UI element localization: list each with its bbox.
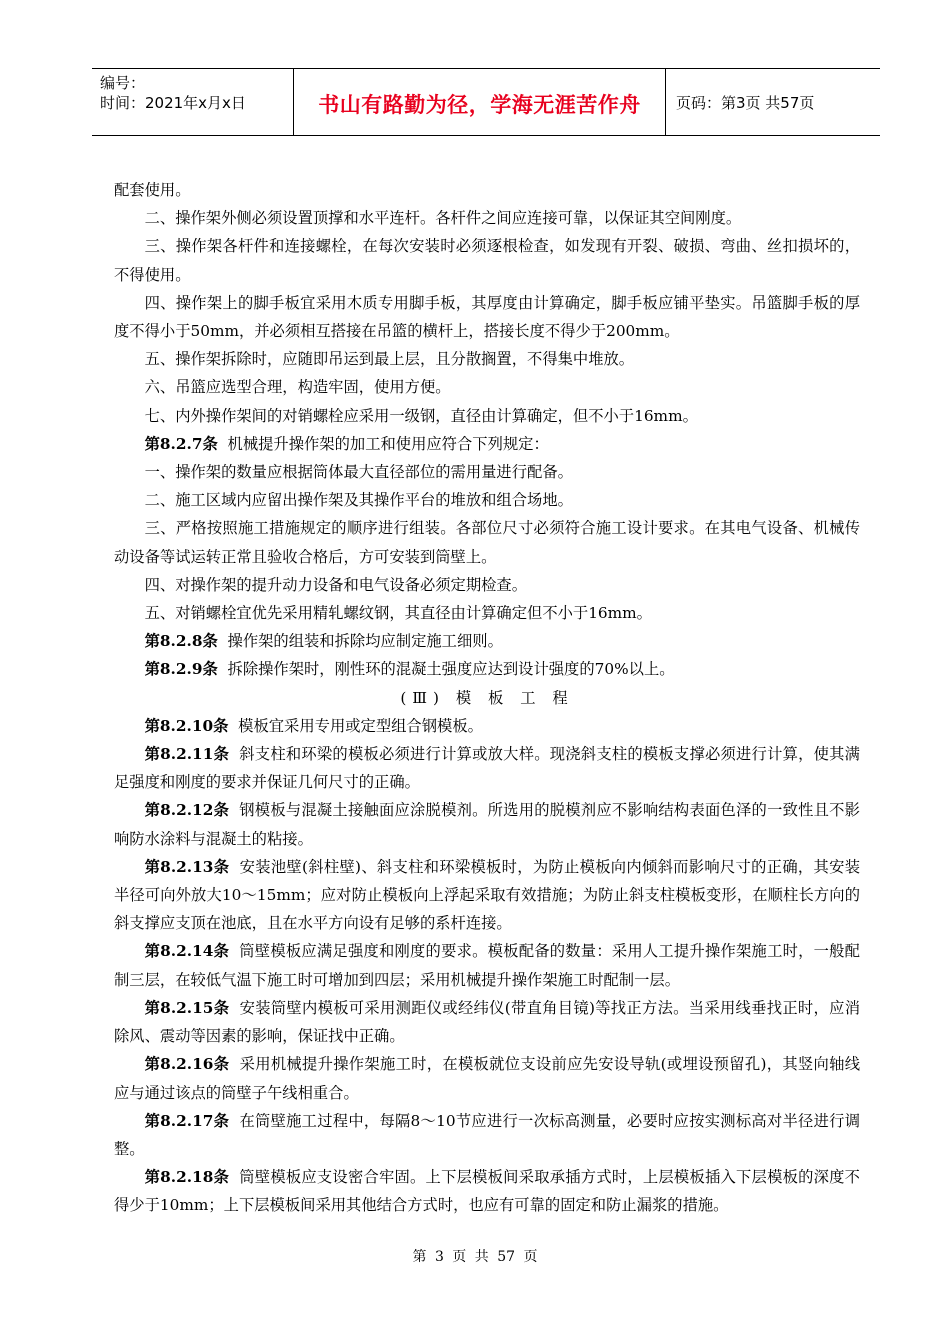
paragraph-text: 二、施工区域内应留出操作架及其操作平台的堆放和组合场地。: [144, 491, 573, 510]
motto-text: 书山有路勤为径，学海无涯苦作舟: [318, 93, 641, 117]
article-number: 第8.2.8条: [144, 632, 218, 651]
paragraph-text: 筒壁模板应满足强度和刚度的要求。模板配备的数量：采用人工提升操作架施工时，一般配制三层，在较低气温下施工时可增加到四层；采用机械提升操作架施工时配制一层。: [114, 942, 860, 989]
article-paragraph: [114, 796, 860, 852]
paragraph-text: 二、操作架外侧必须设置顶撑和水平连杆。各杆件之间应连接可靠，以保证其空间刚度。: [144, 209, 742, 228]
page-info: 页码：第3页 共57页: [676, 93, 815, 112]
paragraph-text: 一、操作架的数量应根据筒体最大直径部位的需用量进行配备。: [144, 463, 573, 482]
paragraph-text: 操作架的组装和拆除均应制定施工细则。: [227, 632, 503, 651]
clause-paragraph: [114, 373, 860, 401]
clause-paragraph: [114, 514, 860, 570]
article-paragraph: [114, 430, 860, 458]
article-paragraph: [114, 712, 860, 740]
header-page-cell: [666, 69, 880, 135]
article-number: 第8.2.17条: [144, 1111, 230, 1130]
paragraph-text: 在筒壁施工过程中，每隔8～10节应进行一次标高测量，必要时应按实测标高对半径进行调整。: [114, 1111, 861, 1158]
number-label: 编号：: [100, 74, 146, 92]
paragraph-text: 三、操作架各杆件和连接螺栓，在每次安装时必须逐根检查，如发现有开裂、破损、弯曲、丝扣损坏的，不得使用。: [114, 237, 860, 284]
article-number: 第8.2.11条: [144, 745, 230, 764]
section-title: (Ⅲ) 模 板 工 程: [400, 688, 574, 707]
article-paragraph: [114, 627, 860, 655]
header-meta-cell: [92, 69, 294, 135]
paragraph-text: 配套使用。: [114, 181, 191, 199]
clause-paragraph: [114, 232, 860, 288]
paragraph-text: 筒壁模板应支设密合牢固。上下层模板间采取承插方式时，上层模板插入下层模板的深度不得少于10mm；上下层模板间采用其他结合方式时，也应有可靠的固定和防止漏浆的措施。: [114, 1168, 860, 1215]
paragraph-text: 六、吊篮应选型合理，构造牢固，使用方便。: [144, 378, 451, 397]
article-number: 第8.2.14条: [144, 942, 230, 961]
clause-paragraph: [114, 345, 860, 373]
article-number: 第8.2.18条: [144, 1168, 230, 1187]
clause-paragraph: [114, 571, 860, 599]
header-motto-cell: [294, 69, 666, 135]
paragraph-text: 四、操作架上的脚手板宜采用木质专用脚手板，其厚度由计算确定，脚手板应铺平垫实。吊篮脚手板的厚度不得小于50mm，并必须相互搭接在吊篮的横杆上，搭接长度不得少于200mm。: [114, 293, 860, 341]
clause-paragraph: [114, 486, 860, 514]
article-paragraph: [114, 994, 860, 1050]
article-paragraph: [114, 740, 860, 796]
clause-paragraph: [114, 204, 860, 232]
article-number: 第8.2.7条: [144, 434, 218, 453]
paragraph-text: 五、操作架拆除时，应随即吊运到最上层，且分散搁置，不得集中堆放。: [144, 350, 635, 369]
paragraph-text: 机械提升操作架的加工和使用应符合下列规定：: [227, 434, 549, 453]
paragraph-text: 拆除操作架时，刚性环的混凝土强度应达到设计强度的70%以上。: [227, 660, 675, 679]
article-number: 第8.2.9条: [144, 660, 218, 679]
clause-paragraph: [114, 176, 860, 204]
paragraph-block-1: [114, 176, 860, 684]
paragraph-text: 钢模板与混凝土接触面应涂脱模剂。所选用的脱模剂应不影响结构表面色泽的一致性且不影响防水涂料与混凝土的粘接。: [114, 801, 860, 848]
clause-paragraph: [114, 402, 860, 430]
article-number: 第8.2.10条: [144, 716, 229, 735]
article-paragraph: [114, 1163, 860, 1219]
clause-paragraph: [114, 458, 860, 486]
paragraph-text: 采用机械提升操作架施工时，在模板就位支设前应先安设导轨(或埋设预留孔)，其竖向轴线应与通过该点的筒壁子午线相重合。: [114, 1055, 860, 1102]
footer-page-number: 第 3 页 共 57 页: [412, 1249, 538, 1265]
article-paragraph: [114, 655, 860, 683]
page-header: [92, 68, 880, 136]
article-number: 第8.2.15条: [144, 998, 230, 1017]
article-paragraph: [114, 1107, 860, 1163]
paragraph-text: 斜支柱和环梁的模板必须进行计算或放大样。现浇斜支柱的模板支撑必须进行计算，使其满足强度和刚度的要求并保证几何尺寸的正确。: [114, 745, 860, 792]
article-number: 第8.2.12条: [144, 801, 230, 820]
document-body: [114, 176, 860, 1220]
paragraph-text: 四、对操作架的提升动力设备和电气设备必须定期检查。: [144, 575, 528, 594]
paragraph-text: 七、内外操作架间的对销螺栓应采用一级钢，直径由计算确定，但不小于16mm。: [144, 406, 698, 425]
article-number: 第8.2.16条: [144, 1055, 230, 1074]
article-paragraph: [114, 853, 860, 938]
time-label: 时间：2021年x月x日: [100, 94, 246, 112]
page-footer: [0, 1246, 950, 1266]
article-number: 第8.2.13条: [144, 857, 230, 876]
paragraph-text: 三、严格按照施工措施规定的顺序进行组装。各部位尺寸必须符合施工设计要求。在其电气设备、机械传动设备等试运转正常且验收合格后，方可安装到筒壁上。: [114, 519, 860, 566]
article-paragraph: [114, 1050, 860, 1106]
paragraph-text: 模板宜采用专用或定型组合钢模板。: [238, 716, 483, 735]
clause-paragraph: [114, 599, 860, 627]
paragraph-text: 五、对销螺栓宜优先采用精轧螺纹钢，其直径由计算确定但不小于16mm。: [144, 604, 652, 623]
paragraph-block-2: [114, 712, 860, 1220]
paragraph-text: 安装筒壁内模板可采用测距仪或经纬仪(带直角目镜)等找正方法。当采用线垂找正时，应消除风、震动等因素的影响，保证找中正确。: [114, 998, 860, 1046]
clause-paragraph: [114, 289, 860, 345]
article-paragraph: [114, 937, 860, 993]
paragraph-text: 安装池壁(斜柱壁)、斜支柱和环梁模板时，为防止模板向内倾斜而影响尺寸的正确，其安装半径可向外放大10～15mm；应对防止模板向上浮起采取有效措施；为防止斜支柱模板变形，在顺柱长方向的斜支撑应支顶在池底，且在水平方向设有足够的系杆连接。: [114, 857, 860, 933]
